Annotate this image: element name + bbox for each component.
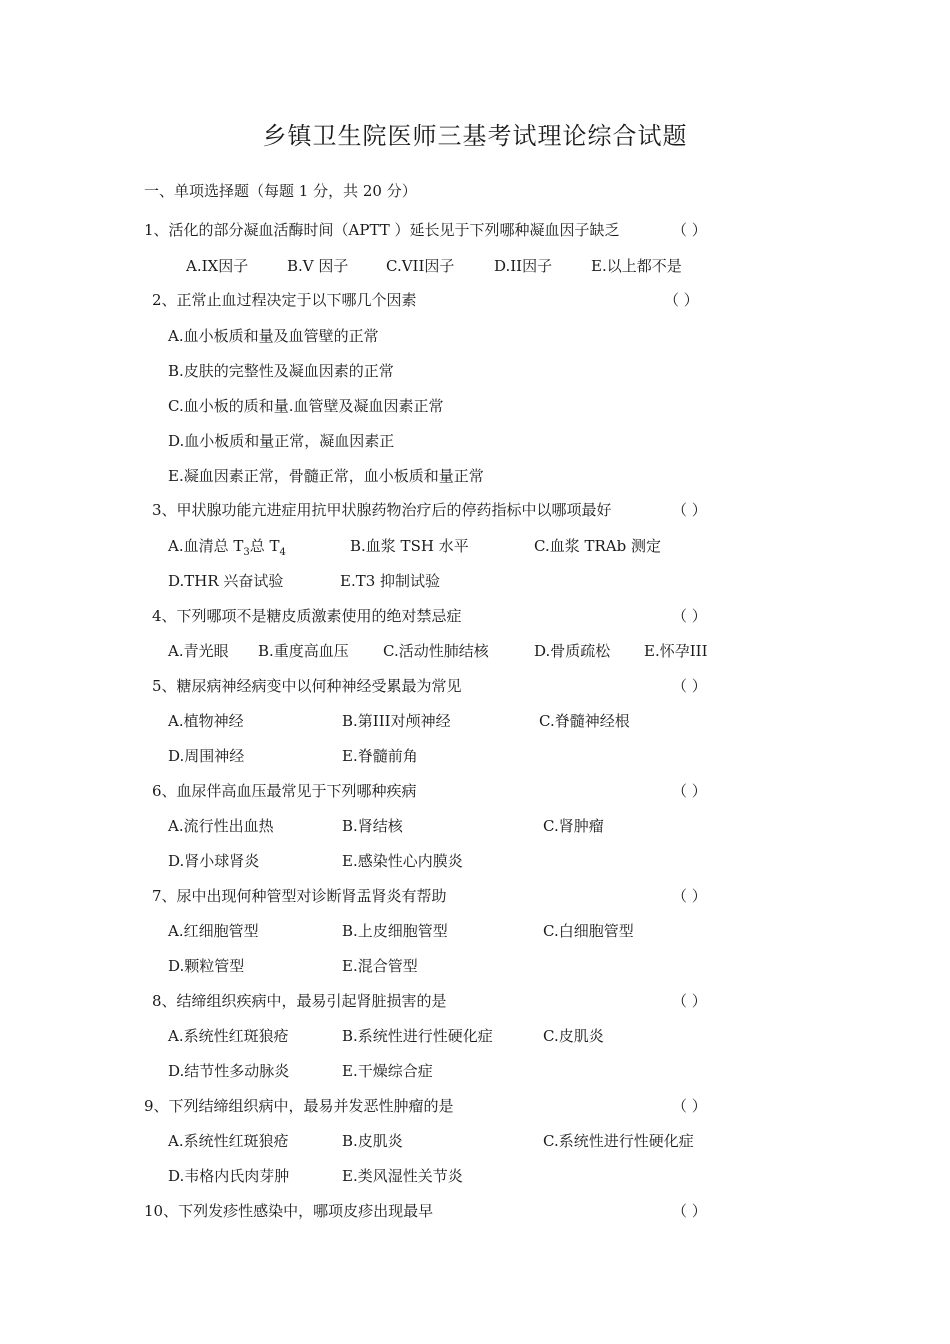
q8-option-c: C.皮肌炎 <box>543 1027 604 1045</box>
q9-option-a: A.系统性红斑狼疮 <box>168 1132 289 1150</box>
q3-option-b: B.血浆 TSH 水平 <box>350 537 469 555</box>
q7-option-b: B.上皮细胞管型 <box>342 922 448 940</box>
q6-option-a: A.流行性出血热 <box>168 817 274 835</box>
q6-option-b: B.肾结核 <box>342 817 403 835</box>
q8-option-a: A.系统性红斑狼疮 <box>168 1027 289 1045</box>
q7-option-d: D.颗粒管型 <box>168 957 245 975</box>
q6-option-d: D.肾小球肾炎 <box>168 852 260 870</box>
q5-option-d: D.周围神经 <box>168 747 245 765</box>
q8-option-e: E.干燥综合症 <box>342 1062 433 1080</box>
q1-option-c: C.VII因子 <box>386 257 455 275</box>
answer-paren: （ ） <box>672 607 707 625</box>
q9-option-b: B.皮肌炎 <box>342 1132 403 1150</box>
q2-option-d: D.血小板质和量正常，凝血因素正 <box>168 432 395 450</box>
question-8-stem: 8、结缔组织疾病中，最易引起肾脏损害的是 <box>152 992 447 1010</box>
q1-option-a: A.IX因子 <box>186 257 249 275</box>
q4-option-e: E.怀孕III <box>644 642 708 660</box>
answer-paren: （ ） <box>672 887 707 905</box>
question-6-stem: 6、血尿伴高血压最常见于下列哪种疾病 <box>152 782 417 800</box>
question-10-stem: 10、下列发疹性感染中，哪项皮疹出现最早 <box>144 1202 434 1220</box>
q2-option-c: C.血小板的质和量.血管壁及凝血因素正常 <box>168 397 444 415</box>
q1-option-d: D.II因子 <box>494 257 553 275</box>
q6-option-e: E.感染性心内膜炎 <box>342 852 463 870</box>
question-4-stem: 4、下列哪项不是糖皮质激素使用的绝对禁忌症 <box>152 607 462 625</box>
answer-paren: （ ） <box>672 782 707 800</box>
q7-option-e: E.混合管型 <box>342 957 418 975</box>
answer-paren: （ ） <box>672 501 707 519</box>
q9-option-e: E.类风湿性关节炎 <box>342 1167 463 1185</box>
question-9-stem: 9、下列结缔组织病中，最易并发恶性肿瘤的是 <box>144 1097 454 1115</box>
q4-option-d: D.骨质疏松 <box>534 642 611 660</box>
answer-paren: （ ） <box>672 677 707 695</box>
question-3-stem: 3、甲状腺功能亢进症用抗甲状腺药物治疗后的停药指标中以哪项最好 <box>152 501 612 519</box>
section-heading: 一、单项选择题（每题 1 分，共 20 分） <box>144 182 417 200</box>
answer-paren: （ ） <box>672 1202 707 1220</box>
page-title: 乡镇卫生院医师三基考试理论综合试题 <box>262 122 688 150</box>
q3-option-a: A.血清总 $T_3$总 $T_4$ <box>168 537 286 558</box>
question-2-stem: 2、正常止血过程决定于以下哪几个因素 <box>152 291 417 309</box>
question-5-stem: 5、糖尿病神经病变中以何种神经受累最为常见 <box>152 677 462 695</box>
q9-option-d: D.韦格内氏肉芽肿 <box>168 1167 290 1185</box>
q3-option-e: E.T3 抑制试验 <box>340 572 441 590</box>
answer-paren: （ ） <box>672 992 707 1010</box>
q9-option-c: C.系统性进行性硬化症 <box>543 1132 694 1150</box>
answer-paren: （ ） <box>672 221 707 239</box>
q5-option-c: C.脊髓神经根 <box>539 712 630 730</box>
answer-paren: （ ） <box>664 291 699 309</box>
q5-option-a: A.植物神经 <box>168 712 244 730</box>
q2-option-b: B.皮肤的完整性及凝血因素的正常 <box>168 362 394 380</box>
question-1-stem: 1、活化的部分凝血活酶时间（APTT ）延长见于下列哪种凝血因子缺乏 <box>144 221 620 239</box>
q1-option-e: E.以上都不是 <box>591 257 682 275</box>
question-7-stem: 7、尿中出现何种管型对诊断肾盂肾炎有帮助 <box>152 887 447 905</box>
q4-option-a: A.青光眼 <box>168 642 229 660</box>
q4-option-c: C.活动性肺结核 <box>383 642 489 660</box>
q2-option-a: A.血小板质和量及血管壁的正常 <box>168 327 379 345</box>
answer-paren: （ ） <box>672 1097 707 1115</box>
q7-option-a: A.红细胞管型 <box>168 922 259 940</box>
q3-option-d: D.THR 兴奋试验 <box>168 572 284 590</box>
q4-option-b: B.重度高血压 <box>258 642 349 660</box>
q5-option-b: B.第III对颅神经 <box>342 712 451 730</box>
q7-option-c: C.白细胞管型 <box>543 922 634 940</box>
q8-option-d: D.结节性多动脉炎 <box>168 1062 290 1080</box>
q1-option-b: B.V 因子 <box>287 257 349 275</box>
q8-option-b: B.系统性进行性硬化症 <box>342 1027 493 1045</box>
q2-option-e: E.凝血因素正常，骨髓正常，血小板质和量正常 <box>168 467 484 485</box>
q6-option-c: C.肾肿瘤 <box>543 817 604 835</box>
q3-option-c: C.血浆 TRAb 测定 <box>534 537 661 555</box>
q5-option-e: E.脊髓前角 <box>342 747 418 765</box>
